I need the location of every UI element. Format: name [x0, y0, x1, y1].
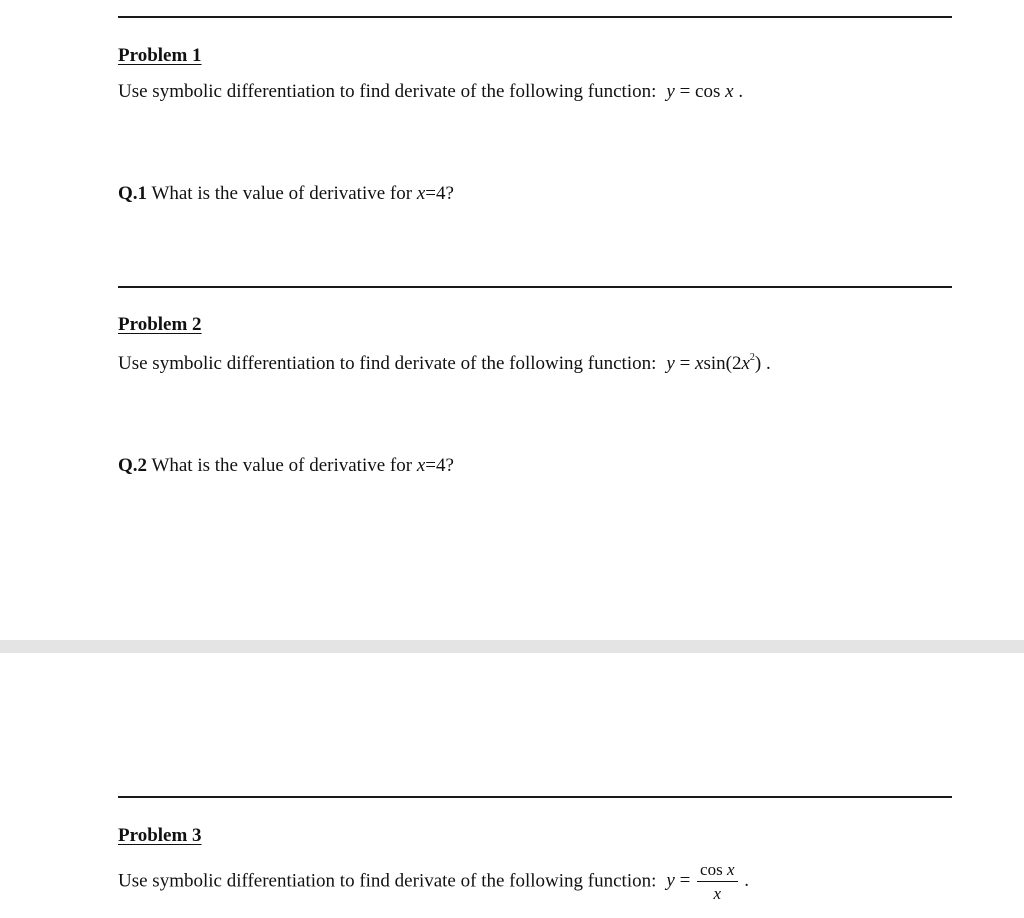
statement-text: Use symbolic differentiation to find derivate of the following function:	[118, 353, 657, 374]
problem-2-heading: Problem 2	[118, 314, 202, 335]
section-divider	[118, 796, 952, 798]
section-divider	[118, 286, 952, 288]
problem-1-equation: y = cos x .	[666, 81, 744, 102]
problem-3-heading: Problem 3	[118, 825, 202, 846]
question-1: Q.1 What is the value of derivative for x=4?	[118, 183, 454, 204]
statement-text: Use symbolic differentiation to find derivate of the following function:	[118, 870, 657, 892]
question-2: Q.2 What is the value of derivative for x=4?	[118, 455, 454, 476]
problem-1-statement	[118, 81, 743, 103]
problem-2-statement	[118, 353, 771, 375]
problem-1-heading: Problem 1	[118, 45, 202, 66]
question-label: Q.1	[118, 183, 148, 204]
statement-text: Use symbolic differentiation to find derivate of the following function:	[118, 81, 657, 102]
question-label: Q.2	[118, 455, 148, 476]
page-break	[0, 640, 1024, 653]
problem-3-statement	[118, 860, 749, 904]
section-divider	[118, 16, 952, 18]
problem-3-equation: y = $\frac{\text{cos x}}{x}$ .	[666, 860, 750, 903]
fraction: $\frac{\text{cos x}}{x}$	[697, 860, 737, 904]
problem-2-equation: $y = xsin(2x^2)$ .	[666, 352, 771, 374]
